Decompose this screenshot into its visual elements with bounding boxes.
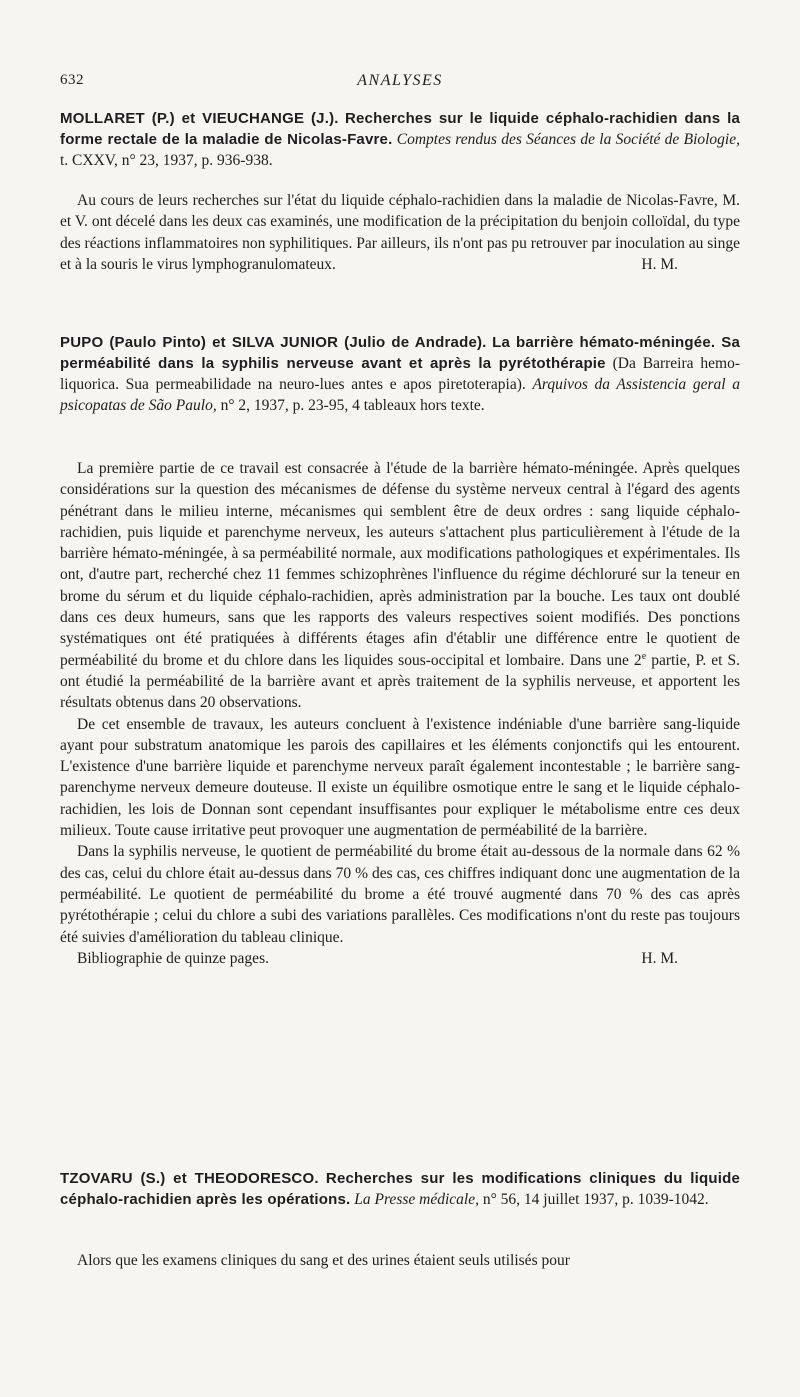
entry-2-translation: (Da Barreira hemo-liquorica. Sua permeabilidade na neuro-lues antes e apos piretoterapia). [60, 355, 740, 393]
entry-2-paragraph-1-sup: e [641, 650, 647, 662]
entry-3-reference [60, 1168, 740, 1210]
entry-3-citation: n° 56, 14 juillet 1937, p. 1039-1042. [482, 1191, 709, 1208]
entry-3-title: Recherches sur les modifications cliniques du liquide céphalo-rachidien après les opérations. [60, 1170, 741, 1208]
entry-3-authors: TZOVARU (S.) et THEODORESCO. [60, 1170, 319, 1187]
page-number: 632 [60, 72, 84, 88]
entry-2-reference [60, 332, 740, 416]
entry-3-abstract [60, 1250, 740, 1271]
entry-2-title: La barrière hémato-méningée. Sa perméabilité dans la syphilis nerveuse avant et après la pyrétothérapie [60, 334, 741, 372]
entry-3-body: Alors que les examens cliniques du sang et des urines étaient seuls utilisés pour [77, 1252, 570, 1269]
entry-2-paragraph-1b: partie, P. et S. ont étudié la perméabilité de la barrière avant et après traitement de la syphilis nerveuse, et apportent les résultats obtenus dans 20 observations. [60, 651, 740, 712]
entry-2-bibliography: Bibliographie de quinze pages. [77, 949, 269, 967]
entry-3-journal: La Presse médicale, [354, 1191, 479, 1208]
entry-2-paragraph-1 [60, 458, 740, 714]
entry-1-title: Recherches sur le liquide céphalo-rachidien dans la forme rectale de la maladie de Nicolas-Favre. [60, 110, 740, 148]
entry-2-journal: Arquivos da Assistencia geral a psicopatas de São Paulo, [60, 376, 741, 414]
entry-2-bibliography-line [60, 948, 740, 969]
entry-2-paragraph-1a: La première partie de ce travail est consacrée à l'étude de la barrière hémato-méningée. Après quelques considérations sur la question des mécanismes de défense du système nerveux central à l'égard des agents pénétrant dans le milieu interne, mécanismes qui semblent être de deux ordres : sang liquide céphalo-rachidien, puis liquide et parenchyme nerveux, les auteurs s'attachent plus particulièrement à l'étude de la barrière hémato-méningée, à sa perméabilité normale, aux modifications pathologiques et expérimentales. Ils ont, d'autre part, recherché chez 11 femmes schizophrènes l'influence du régime déchloruré sur la teneur en brome du sérum et du liquide céphalo-rachidien, après administration par la bouche. Les taux ont doublé dans ces deux humeurs, sans que les rapports des valeurs respectives soient modifiés. Des ponctions systématiques ont été pratiquées à différents étages afin d'établir une différence entre le quotient de perméabilité du brome et du chlore dans les liquides sous-occipital et lombaire. Dans une 2 [60, 460, 740, 669]
entry-2-paragraph-3: Dans la syphilis nerveuse, le quotient de perméabilité du brome était au-dessous de la normale dans 62 % des cas, celui du chlore était au-dessus dans 70 % des cas, ces chiffres indiquant donc une augmentation de la perméabilité. Le quotient de perméabilité du brome a été trouvé augmenté dans 70 % des cas après pyrétothérapie ; celui du chlore a subi des variations parallèles. Ces modifications n'ont du reste pas toujours été suivies d'amélioration du tableau clinique. [60, 843, 740, 946]
entry-1-body: Au cours de leurs recherches sur l'état du liquide céphalo-rachidien dans la maladie de Nicolas-Favre, M. et V. ont décelé dans les deux cas examinés, une modification de la précipitation du benjoin colloïdal, du type des réactions inflammatoires non syphilitiques. Par ailleurs, ils n'ont pas pu retrouver par inoculation au singe et à la souris le virus lymphogranulomateux. [60, 192, 740, 273]
entry-1-reference [60, 108, 740, 171]
entry-1-abstract [60, 190, 740, 275]
entry-2-paragraph-2: De cet ensemble de travaux, les auteurs concluent à l'existence indéniable d'une barrière sang-liquide ayant pour substratum anatomique les parois des capillaires et les éléments conjonctifs qui les entourent. L'existence d'une barrière liquide et parenchyme nerveux paraît également incontestable ; le barrière sang-parenchyme nerveux demeure douteuse. Il existe un équilibre osmotique entre le sang et le liquide céphalo-rachidien, les lois de Donnan sont cependant insuffisantes pour expliquer le métabolisme entre ces deux milieux. Toute cause irritative peut provoquer une augmentation de perméabilité de la barrière. [60, 715, 740, 840]
entry-2-authors: PUPO (Paulo Pinto) et SILVA JUNIOR (Julio de Andrade). [60, 334, 487, 351]
entry-1-authors: MOLLARET (P.) et VIEUCHANGE (J.). [60, 110, 339, 127]
page-header [60, 72, 740, 96]
entry-1-journal: Comptes rendus des Séances de la Société de Biologie, [396, 131, 740, 148]
entry-2-signature: H. M. [641, 949, 678, 967]
running-head: ANALYSES [357, 72, 443, 89]
entry-2-abstract [60, 458, 740, 969]
entry-2-citation: n° 2, 1937, p. 23-95, 4 tableaux hors texte. [220, 397, 485, 414]
entry-1-signature: H. M. [641, 256, 678, 274]
entry-1-citation: t. CXXV, n° 23, 1937, p. 936-938. [60, 152, 273, 169]
